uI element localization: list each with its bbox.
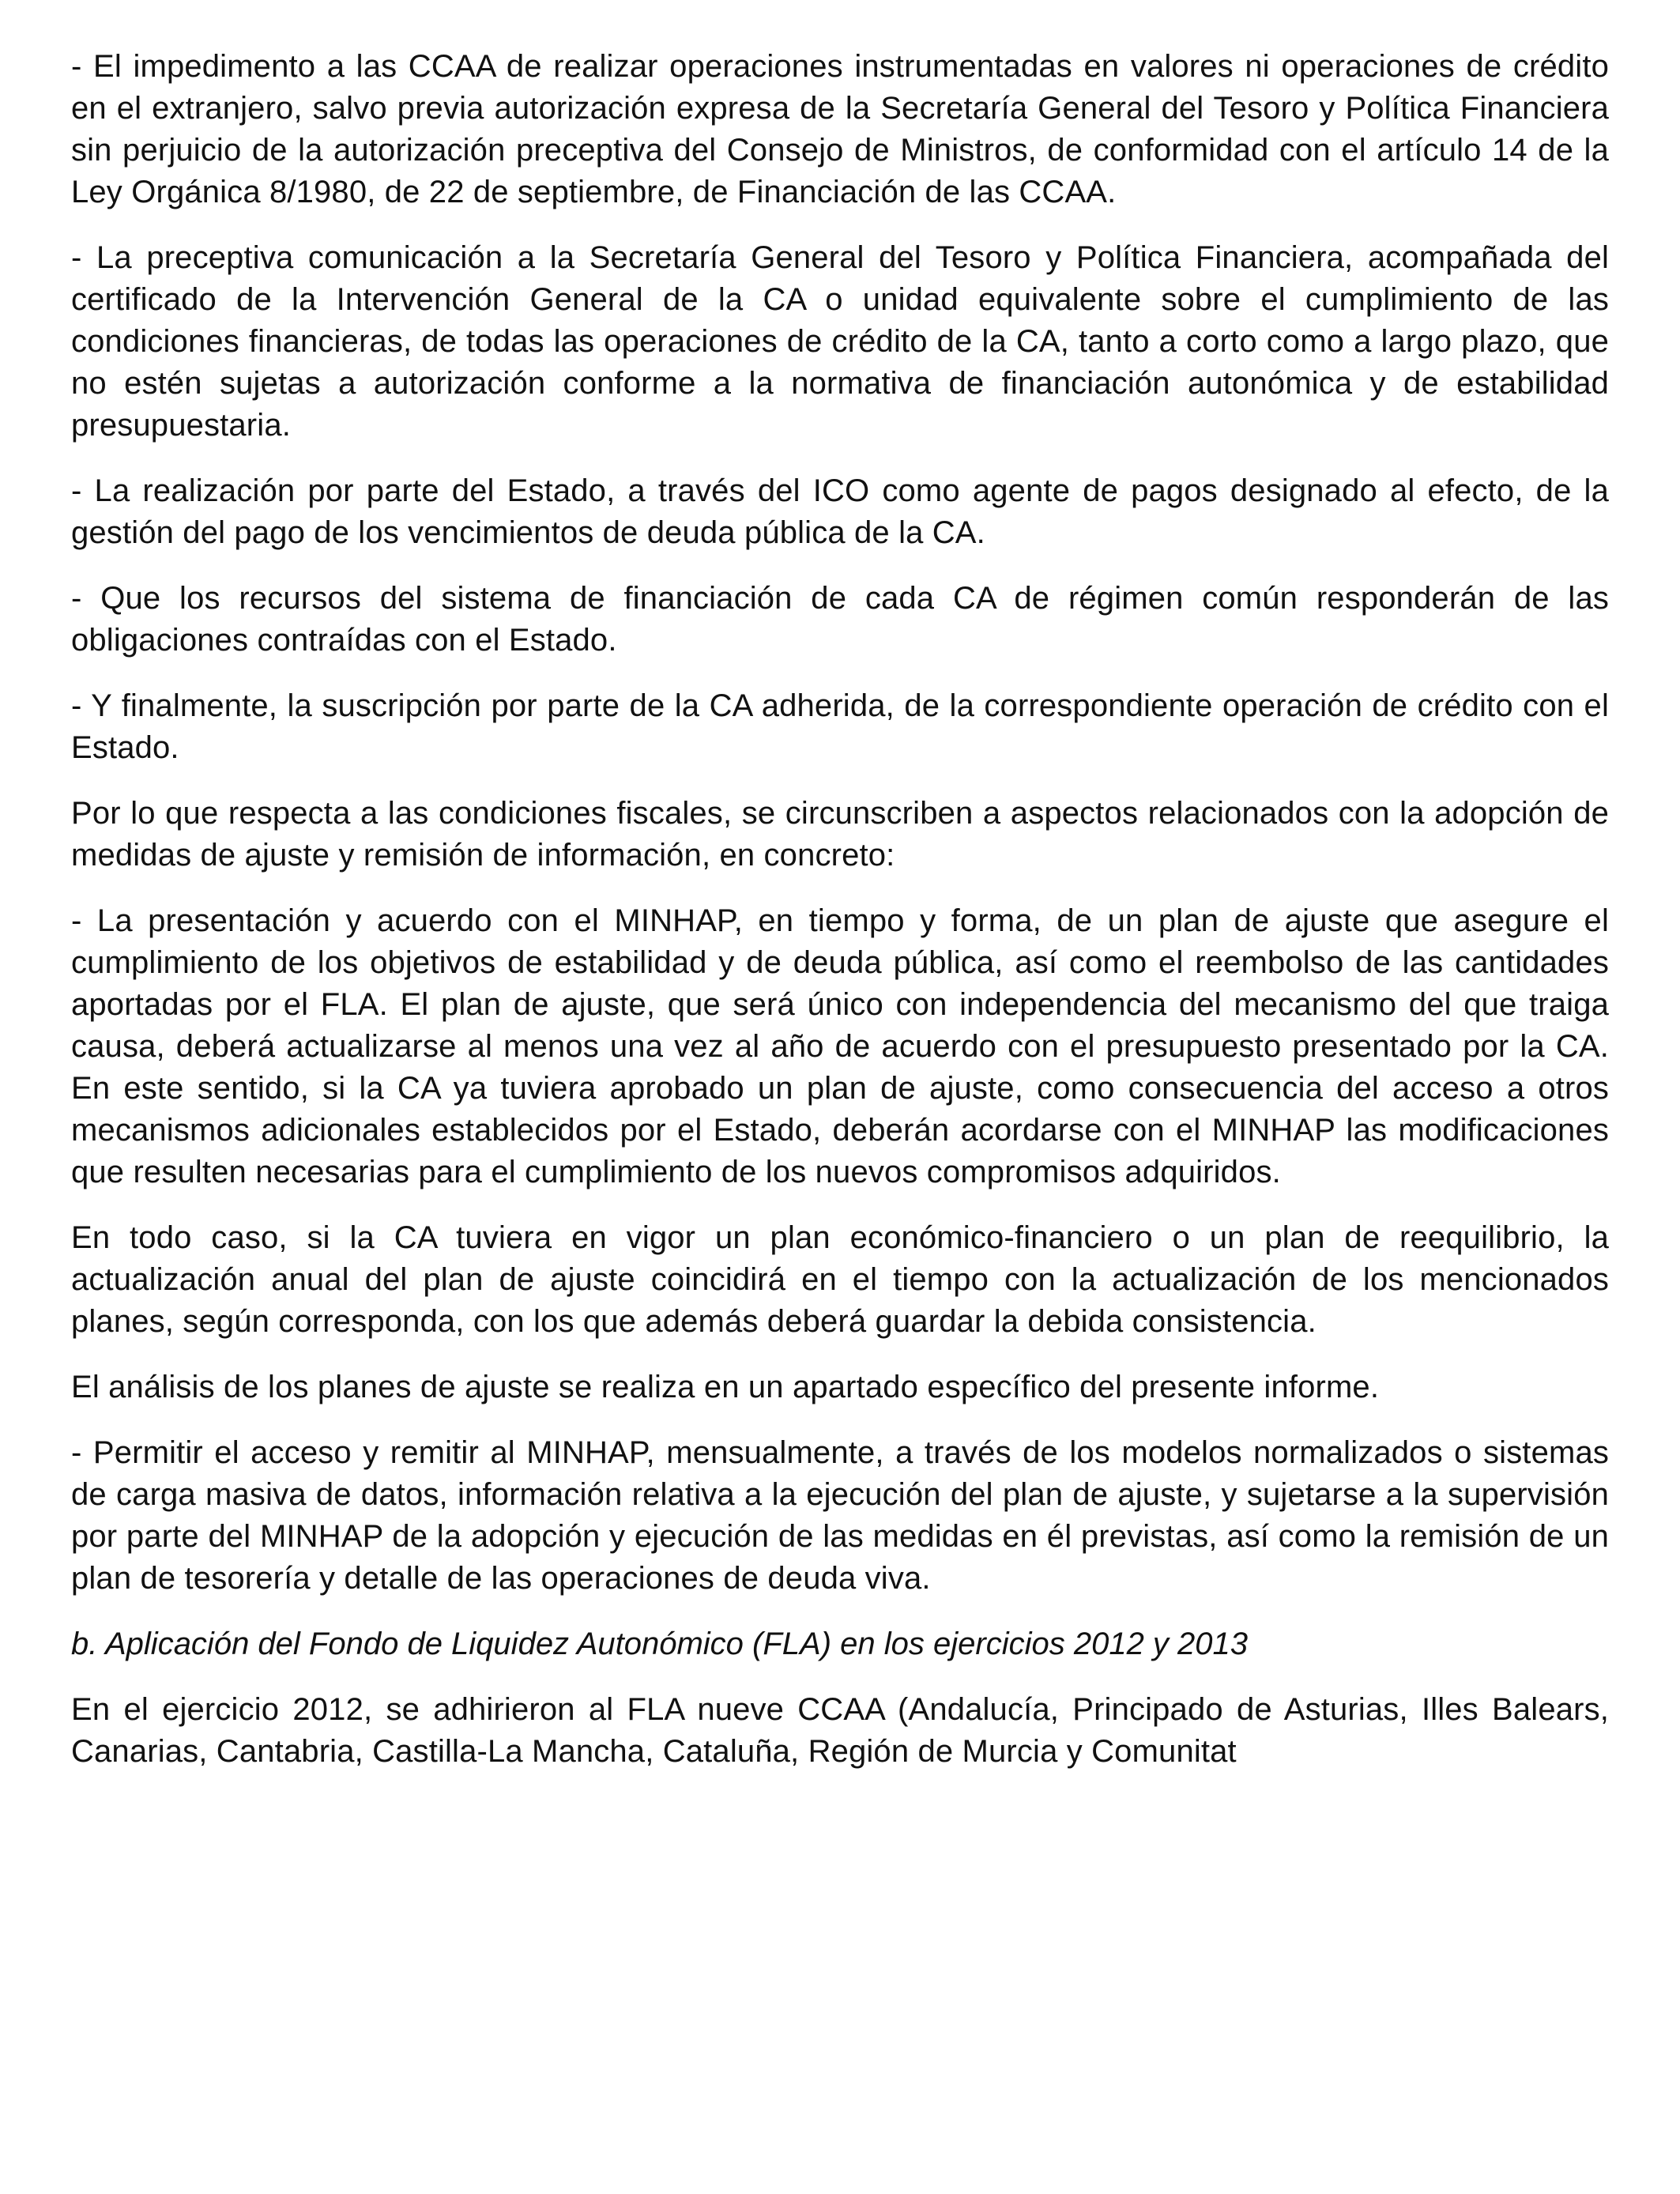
section-heading-fla: b. Aplicación del Fondo de Liquidez Autonómico (FLA) en los ejercicios 2012 y 2013	[71, 1627, 1249, 1661]
paragraph-acceso-minhap: - Permitir el acceso y remitir al MINHAP, mensualmente, a través de los modelos normalizados o sistemas de carga masiva de datos, información relativa a la ejecución del plan de ajuste, y sujetarse a la supervisión por parte del MINHAP de la adopción y ejecución de las medidas en él previstas, así como la remisión de un plan de tesorería y detalle de las operaciones de deuda viva.	[71, 1435, 1609, 1596]
paragraph-recursos-sistema: - Que los recursos del sistema de financiación de cada CA de régimen común responderán de las obligaciones contraídas con el Estado.	[71, 581, 1609, 658]
paragraph-ejercicio-2012: En el ejercicio 2012, se adhirieron al FLA nueve CCAA (Andalucía, Principado de Asturias, Illes Balears, Canarias, Cantabria, Castilla-La Mancha, Cataluña, Región de Murcia y Comunitat	[71, 1692, 1609, 1769]
document-page	[71, 46, 1609, 1796]
paragraph-comunicacion-tesoro: - La preceptiva comunicación a la Secretaría General del Tesoro y Política Financiera, acompañada del certificado de la Intervención General de la CA o unidad equivalente sobre el cumplimiento de las condiciones financieras, de todas las operaciones de crédito de la CA, tanto a corto como a largo plazo, que no estén sujetas a autorización conforme a la normativa de financiación autonómica y de estabilidad presupuestaria.	[71, 240, 1609, 443]
paragraph-plan-ajuste: - La presentación y acuerdo con el MINHAP, en tiempo y forma, de un plan de ajuste que asegure el cumplimiento de los objetivos de estabilidad y de deuda pública, así como el reembolso de las cantidades aportadas por el FLA. El plan de ajuste, que será único con independencia del mecanismo del que traiga causa, deberá actualizarse al menos una vez al año de acuerdo con el presupuesto presentado por la CA. En este sentido, si la CA ya tuviera aprobado un plan de ajuste, como consecuencia del acceso a otros mecanismos adicionales establecidos por el Estado, deberán acordarse con el MINHAP las modificaciones que resulten necesarias para el cumplimiento de los nuevos compromisos adquiridos.	[71, 903, 1609, 1189]
paragraph-suscripcion-credito: - Y finalmente, la suscripción por parte de la CA adherida, de la correspondiente operación de crédito con el Estado.	[71, 688, 1609, 765]
paragraph-impedimento-ccaa: - El impedimento a las CCAA de realizar operaciones instrumentadas en valores ni operaciones de crédito en el extranjero, salvo previa autorización expresa de la Secretaría General del Tesoro y Política Financiera sin perjuicio de la autorización preceptiva del Consejo de Ministros, de conformidad con el artículo 14 de la Ley Orgánica 8/1980, de 22 de septiembre, de Financiación de las CCAA.	[71, 49, 1609, 209]
paragraph-condiciones-fiscales: Por lo que respecta a las condiciones fiscales, se circunscriben a aspectos relacionados con la adopción de medidas de ajuste y remisión de información, en concreto:	[71, 796, 1609, 873]
paragraph-plan-economico: En todo caso, si la CA tuviera en vigor un plan económico-financiero o un plan de reequilibrio, la actualización anual del plan de ajuste coincidirá en el tiempo con la actualización de los mencionados planes, según corresponda, con los que además deberá guardar la debida consistencia.	[71, 1220, 1609, 1339]
paragraph-analisis-planes: El análisis de los planes de ajuste se realiza en un apartado específico del presente informe.	[71, 1370, 1380, 1404]
paragraph-ico-pagos: - La realización por parte del Estado, a través del ICO como agente de pagos designado al efecto, de la gestión del pago de los vencimientos de deuda pública de la CA.	[71, 473, 1609, 550]
